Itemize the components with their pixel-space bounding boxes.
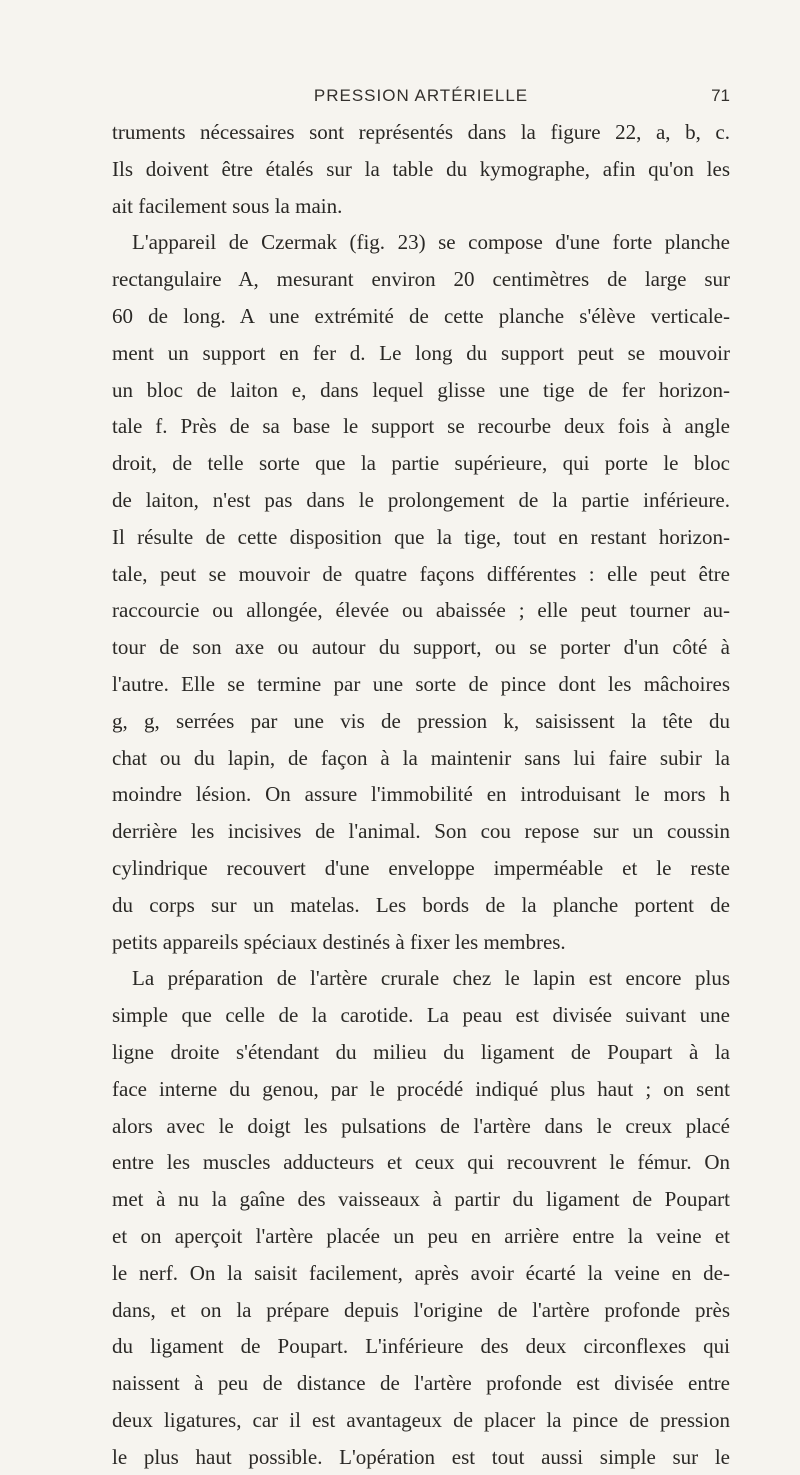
text-line: ment un support en fer d. Le long du support peut se mouvoir (112, 340, 730, 365)
text-line: met à nu la gaîne des vaisseaux à partir du ligament de Poupart (112, 1187, 730, 1212)
body-text (112, 114, 730, 1475)
text-line: ligne droite s'étendant du milieu du ligament de Poupart à la (112, 1039, 730, 1064)
text-line: Ils doivent être étalés sur la table du kymographe, afin qu'on les (112, 156, 730, 181)
text-line: et on aperçoit l'artère placée un peu en arrière entre la veine et (112, 1223, 730, 1248)
running-header (112, 86, 730, 116)
text-line: ait facilement sous la main. (112, 193, 343, 218)
text-line: cylindrique recouvert d'une enveloppe imperméable et le reste (112, 855, 730, 880)
text-line: derrière les incisives de l'animal. Son cou repose sur un coussin (112, 819, 730, 844)
text-line: petits appareils spéciaux destinés à fixer les membres. (112, 929, 566, 954)
text-line: du ligament de Poupart. L'inférieure des deux circonflexes qui (112, 1334, 730, 1359)
text-line: rectangulaire A, mesurant environ 20 centimètres de large sur (112, 267, 730, 292)
text-line: naissent à peu de distance de l'artère profonde est divisée entre (112, 1371, 730, 1396)
text-line: g, g, serrées par une vis de pression k, saisissent la tête du (112, 708, 730, 733)
text-line: dans, et on la prépare depuis l'origine de l'artère profonde près (112, 1297, 730, 1322)
running-header-title: PRESSION ARTÉRIELLE (313, 86, 529, 105)
text-line: tale, peut se mouvoir de quatre façons différentes : elle peut être (112, 561, 730, 586)
text-line: un bloc de laiton e, dans lequel glisse une tige de fer horizon- (112, 377, 730, 402)
text-line: truments nécessaires sont représentés dans la figure 22, a, b, c. (112, 120, 730, 144)
text-line: le nerf. On la saisit facilement, après avoir écarté la veine en de- (112, 1260, 730, 1285)
text-line: le plus haut possible. L'opération est tout aussi simple sur le (112, 1444, 730, 1469)
text-line: l'autre. Elle se termine par une sorte de pince dont les mâchoires (112, 671, 730, 696)
text-line: alors avec le doigt les pulsations de l'artère dans le creux placé (112, 1113, 730, 1138)
text-line: face interne du genou, par le procédé indiqué plus haut ; on sent (112, 1076, 730, 1101)
text-line: tale f. Près de sa base le support se recourbe deux fois à angle (112, 414, 730, 439)
text-line: simple que celle de la carotide. La peau est divisée suivant une (112, 1003, 730, 1028)
text-line: de laiton, n'est pas dans le prolongement de la partie inférieure. (112, 487, 730, 512)
text-line: droit, de telle sorte que la partie supérieure, qui porte le bloc (112, 451, 730, 476)
text-line: tour de son axe ou autour du support, ou se porter d'un côté à (112, 635, 730, 660)
text-line: L'appareil de Czermak (fig. 23) se compose d'une forte planche (132, 230, 730, 255)
text-line: Il résulte de cette disposition que la tige, tout en restant horizon- (112, 524, 730, 549)
text-line: chat ou du lapin, de façon à la maintenir sans lui faire subir la (112, 745, 730, 770)
text-line: raccourcie ou allongée, élevée ou abaissée ; elle peut tourner au- (112, 598, 730, 623)
text-line: 60 de long. A une extrémité de cette planche s'élève verticale- (112, 303, 730, 328)
text-line: entre les muscles adducteurs et ceux qui recouvrent le fémur. On (112, 1150, 730, 1175)
text-line: moindre lésion. On assure l'immobilité en introduisant le mors h (112, 782, 730, 807)
text-line: deux ligatures, car il est avantageux de placer la pince de pression (112, 1407, 730, 1432)
page-number: 71 (711, 86, 730, 105)
text-line: La préparation de l'artère crurale chez le lapin est encore plus (132, 966, 730, 991)
text-line: du corps sur un matelas. Les bords de la planche portent de (112, 892, 730, 917)
